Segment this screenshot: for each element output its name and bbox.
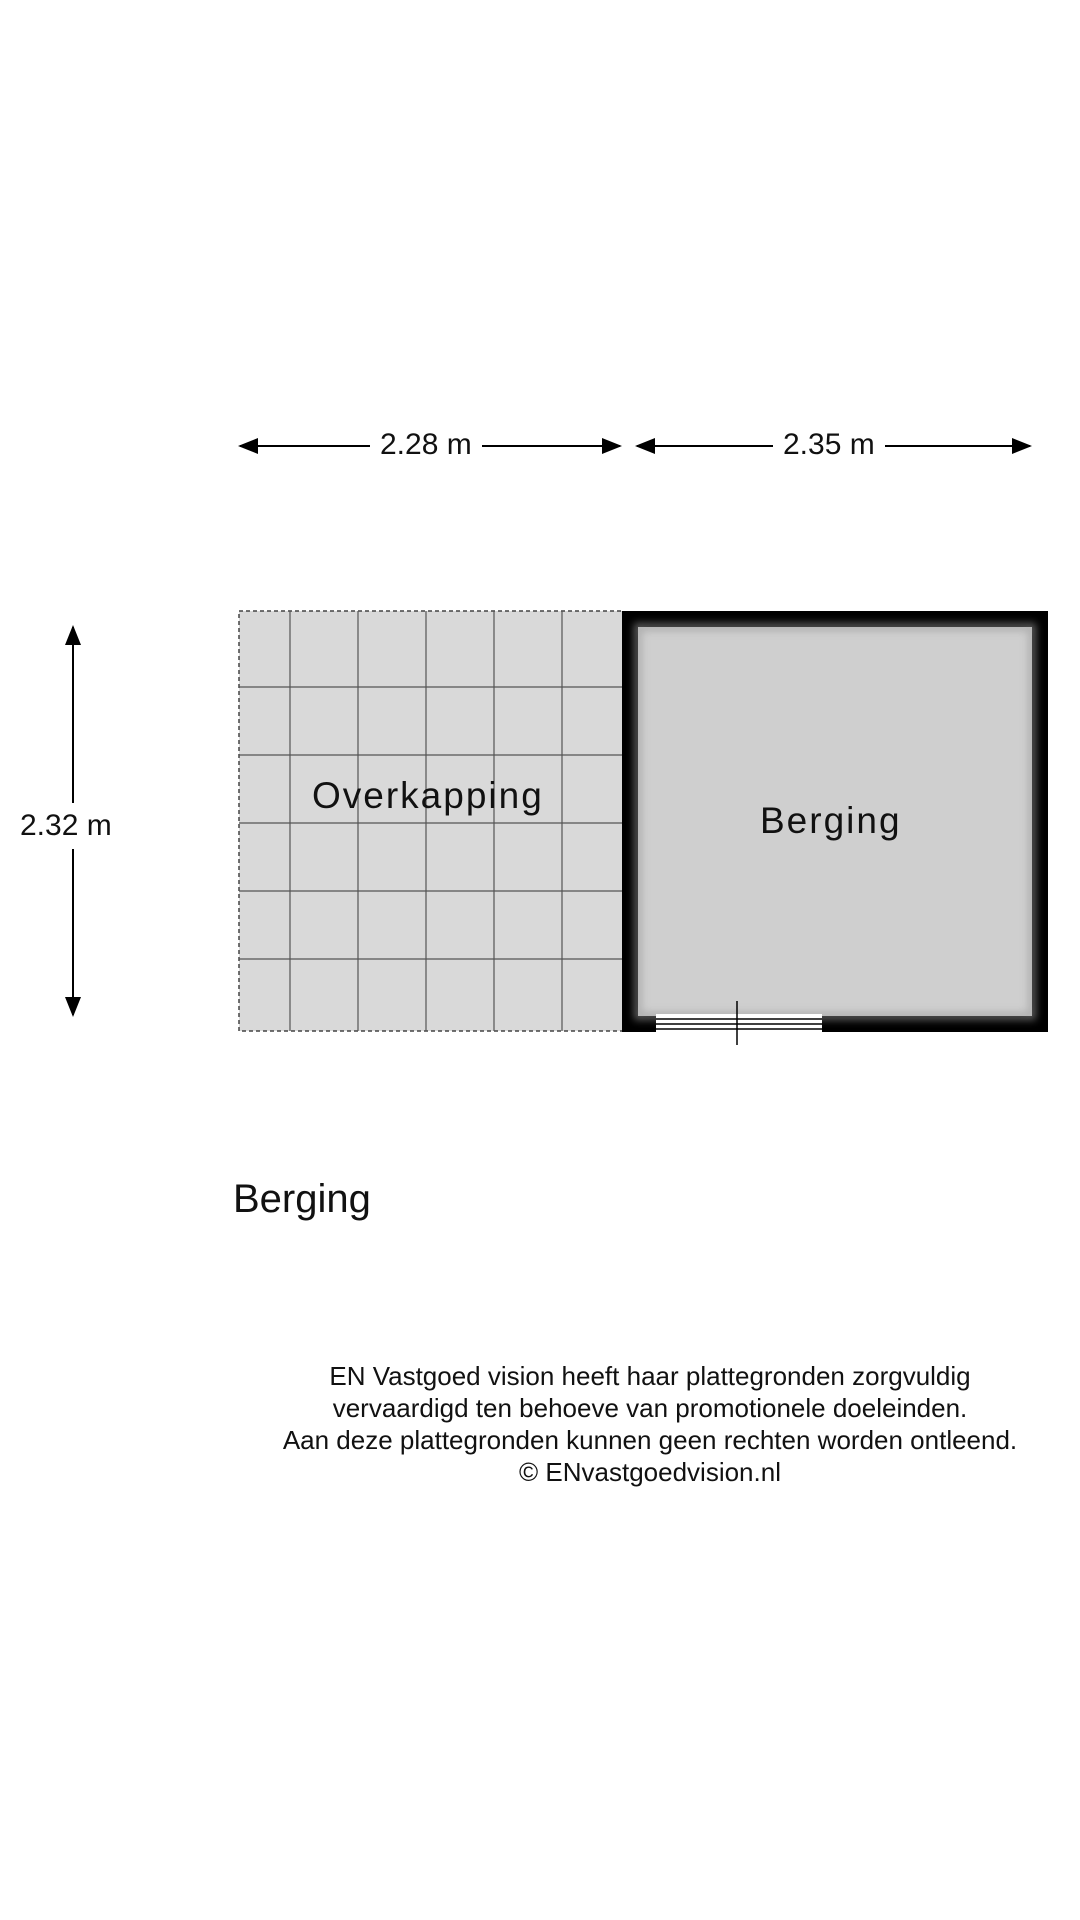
room-label-berging: Berging: [760, 800, 902, 841]
room-label-overkapping: Overkapping: [312, 775, 544, 816]
disclaimer-line: vervaardigd ten behoeve van promotionele doeleinden.: [332, 1393, 968, 1423]
dimension-label-height: 2.32 m: [14, 803, 118, 849]
overkapping-area: [239, 611, 624, 1031]
floor-title: Berging: [233, 1177, 371, 1221]
disclaimer-copyright: © ENvastgoedvision.nl: [519, 1457, 781, 1487]
disclaimer-line: EN Vastgoed vision heeft haar plattegronden zorgvuldig: [329, 1361, 971, 1391]
disclaimer-text: [200, 1360, 1080, 1488]
dimension-label-width-left: 2.28 m: [370, 428, 482, 462]
dimension-label-width-right: 2.35 m: [773, 428, 885, 462]
disclaimer-line: Aan deze plattegronden kunnen geen rechten worden ontleend.: [282, 1425, 1018, 1455]
